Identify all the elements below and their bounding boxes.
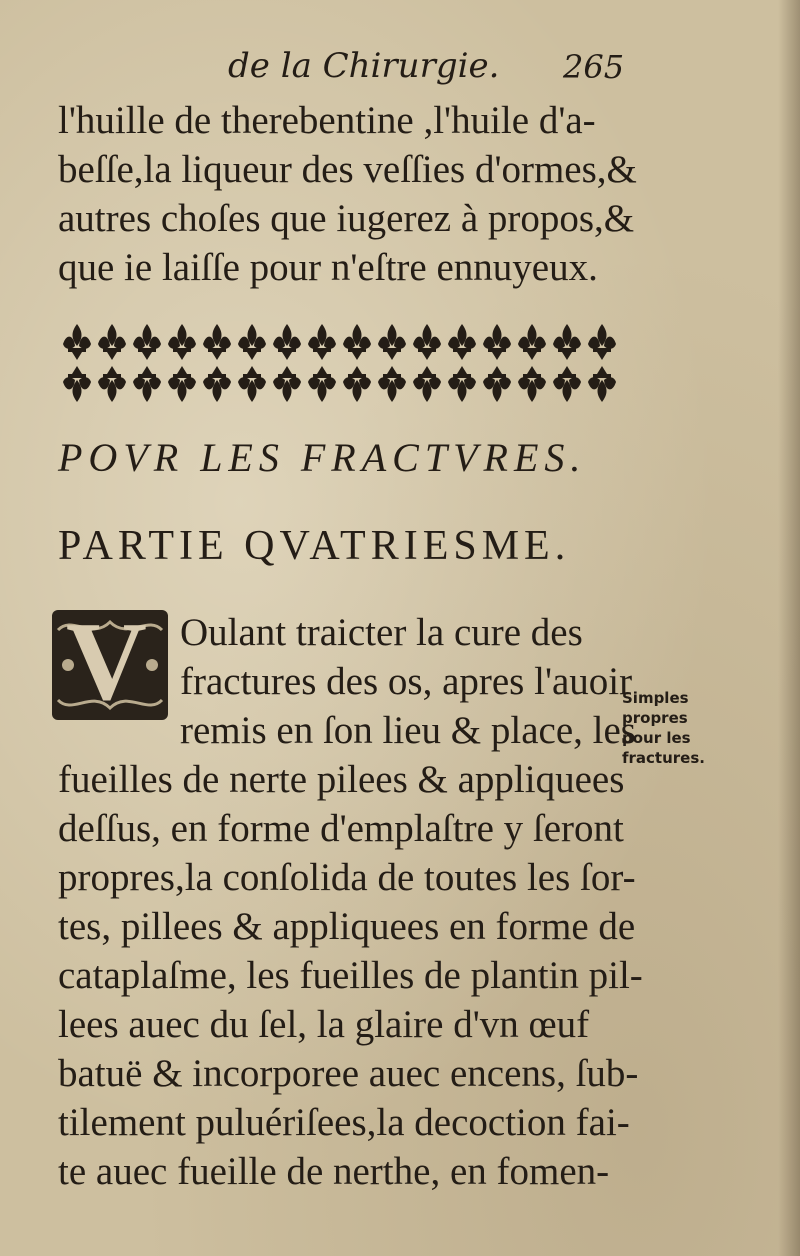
text-line: propres,la conſolida de toutes les ſor- (58, 856, 636, 899)
text-line: cataplaſme, les fueilles de plantin pil- (58, 954, 643, 997)
page-header (0, 46, 800, 92)
fleuron-icon (413, 324, 441, 360)
fleuron-icon (203, 366, 231, 402)
margin-note-line: pour les (622, 729, 691, 747)
page-number: 265 (563, 48, 625, 86)
margin-note (622, 688, 732, 768)
margin-note-line: fractures. (622, 749, 705, 767)
fleuron-icon (553, 324, 581, 360)
running-head: de la Chirurgie. (228, 46, 500, 86)
text-line: Oulant traicter la cure des (180, 611, 583, 654)
fleuron-icon (448, 324, 476, 360)
fleuron-icon (273, 366, 301, 402)
fleuron-icon (413, 366, 441, 402)
text-line: autres choſes que iugerez à propos,& (58, 197, 635, 240)
fleuron-icon (273, 324, 301, 360)
fleuron-icon (133, 366, 161, 402)
fleuron-icon (98, 366, 126, 402)
fleuron-icon (378, 324, 406, 360)
text-line: batuë & incorporee auec encens, ſub- (58, 1052, 639, 1095)
fleuron-icon (238, 324, 266, 360)
fleuron-icon (63, 366, 91, 402)
page-edge-shadow (778, 0, 800, 1256)
fleuron-icon (518, 366, 546, 402)
fleuron-icon (483, 366, 511, 402)
text-line: l'huille de therebentine ,l'huile d'a- (58, 99, 596, 142)
margin-note-line: propres (622, 709, 688, 727)
text-line: tes, pillees & appliquees en forme de (58, 905, 636, 948)
fleuron-icon (518, 324, 546, 360)
fleuron-icon (168, 324, 196, 360)
fleuron-icon (133, 324, 161, 360)
text-line: deſſus, en forme d'emplaſtre y ſeront (58, 807, 624, 850)
fleuron-icon (588, 324, 616, 360)
margin-note-line: Simples (622, 689, 689, 707)
fleuron-icon (378, 366, 406, 402)
fleuron-icon (448, 366, 476, 402)
decorated-initial (52, 610, 168, 720)
fleuron-icon (343, 366, 371, 402)
text-line: beſſe,la liqueur des veſſies d'ormes,& (58, 148, 637, 191)
fleuron-icon (308, 366, 336, 402)
fleuron-icon (343, 324, 371, 360)
fleuron-icon (203, 324, 231, 360)
text-line: fueilles de nerte pilees & appliquees (58, 758, 625, 801)
fleuron-icon (238, 366, 266, 402)
fleuron-icon (483, 324, 511, 360)
text-line: tilement puluériſees,la decoction fai- (58, 1101, 630, 1144)
initial-letter: V (66, 610, 147, 720)
section-title: POVR LES FRACTVRES. (58, 435, 587, 480)
fleuron-ornament-band (60, 318, 620, 408)
text-line: fractures des os, apres l'auoir (180, 660, 633, 703)
fleuron-icon (588, 366, 616, 402)
fleuron-icon (308, 324, 336, 360)
text-line: que ie laiſſe pour n'eſtre ennuyeux. (58, 246, 598, 289)
fleuron-icon (553, 366, 581, 402)
fleuron-icon (98, 324, 126, 360)
fleuron-icon (63, 324, 91, 360)
text-line: te auec fueille de nerthe, en fomen- (58, 1150, 610, 1193)
text-line: remis en ſon lieu & place, les (180, 709, 636, 752)
text-line: lees auec du ſel, la glaire d'vn œuf (58, 1003, 590, 1046)
section-subtitle: PARTIE QVATRIESME. (58, 523, 571, 569)
fleuron-icon (168, 366, 196, 402)
